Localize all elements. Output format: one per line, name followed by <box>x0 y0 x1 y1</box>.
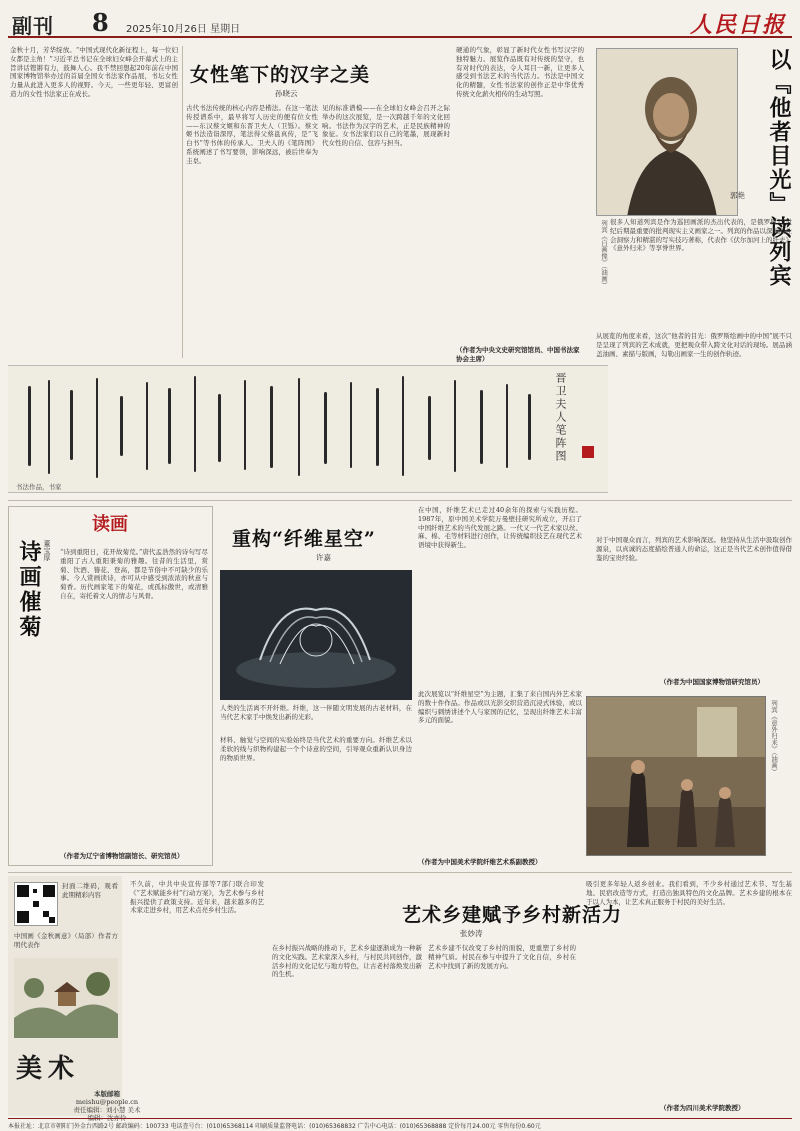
article2-col1: 材料、触觉与空间的实验始终是当代艺术的重要方向。纤维艺术以柔软的线与织物构建起一个个诗意的空间，引导观众重新认识身边的物质世界。 <box>220 736 412 762</box>
newspaper-logo: 人民日报 <box>689 12 786 38</box>
sidebar-text-mid: 从展览的角度来看，这次“他者的目光：俄罗斯绘画中的中国”展不只是呈现了列宾的艺术成就，更把观众带入跨文化对话的现场。展品涵盖油画、素描与版画，勾勒出画家一生的创作轨迹。 <box>596 332 792 358</box>
article1-col2: 古代书法传统的核心内容是楷法。在这一笔法传授谱系中，最早将写人历史的便有位女性——东汉蔡文姬和东晋卫夫人（卫铄）。蔡文姬书法造诣深厚，笔法得父蔡邕真传，是“飞白书”等书体的传承人。卫夫人的《笔阵图》系统阐述了书写要领，影响深远，被后世奉为圭臬。 <box>186 104 318 165</box>
article3-col1: 不久前，中共中央宣传部等7部门联合印发《“艺术赋能乡村”行动方案》，为艺术参与乡村振兴提供了政策支持。近年来，越来越多的艺术家走进乡村，用艺术点亮乡村生活。 <box>130 880 264 915</box>
article2-title: 重构“纤维星空” <box>232 528 376 550</box>
article3-col2: 在乡村振兴战略的推动下，艺术乡建逐渐成为一种新的文化实践。艺术家深入乡村，与村民共同创作，激活乡村的文化记忆与地方特色，让古老村落焕发出新的生机。 <box>272 944 422 979</box>
reading-tag: 读画 <box>92 514 128 535</box>
calligraphy-inscription: 晋卫夫人笔阵图 <box>554 372 567 463</box>
article2-author: 许嘉 <box>316 553 331 562</box>
footer-info: 本报社址：北京市朝阳门外金台西路2号 邮政编码：100733 电话查号台：(010)65368114 印刷质量监督电话：(010)65368832 广告中心电话：(010)65368888 定价每月24.00元 零售每份0.60元 <box>8 1118 792 1130</box>
article1-author: 孙晓云 <box>275 89 298 98</box>
fiber-art-photo <box>220 570 412 700</box>
article3-col4: 吸引更多年轻人返乡创业。我们看到，不少乡村通过艺术节、写生基地、民宿改造等方式，打造出独具特色的文化品牌。艺术乡建的根本在于以人为本，让艺术真正服务于村民的美好生活。 <box>586 880 792 906</box>
page-number: 8 <box>92 8 109 37</box>
reading-text: “诗到重阳日，花开故菊荒。”唐代孟浩然的诗句写尽重阳了古人重阳秉菊的雅趣。往昔的生活里，赏菊、饮酒、簪花、登高，都是节俗中不可缺少的乐事。今人赏画读诗，亦可从中感受到浓浓的秋意与菊香。历代画家笔下的菊花，或孤标傲世，或清雅自在，寄托着文人的情志与风骨。 <box>60 548 208 600</box>
article3-title: 艺术乡建赋予乡村新活力 <box>402 904 623 926</box>
editor-email[interactable]: meishu@people.cn <box>75 1098 139 1106</box>
article1-col4: 硬通的气象，彰显了新时代女性书写汉字的独特魅力。展览作品既有对传统的坚守，也有对时代的表达，令人耳目一新，让更多人感受到书法艺术的当代活力。书法是中国文化的精髓，女性书法家的创作正是中华优秀传统文化薪火相传的生动写照。 <box>456 46 584 98</box>
editor-names: 责任编辑：刘小慧 美术编辑：沈亦伶 <box>73 1106 141 1122</box>
column-name: 美术 <box>16 1054 81 1084</box>
article1-col1: 金秋十月，芳华绽放。“中国式现代化新征程上，每一位妇女都是主角！”习近平总书记在全球妇女峰会开幕式上的主旨讲话铿锵有力，鼓舞人心。我不禁回想起20年前在中国国家博物馆举办过的首届全国女书法家作品展，书坛女性力量从此进入更多人的视野。今天，一些更年轻、更富创造力的女性书法家正在成长。 <box>10 46 178 98</box>
section-rule-2 <box>8 872 792 873</box>
portrait-caption: 列宾《自画像》（油画） <box>600 220 608 289</box>
repin-painting <box>586 696 766 856</box>
sidebar-title: 以『他者目光』读列宾 <box>766 48 792 288</box>
seal-stamp <box>582 446 594 458</box>
sidebar-author: 郭艳 <box>730 191 745 200</box>
article1-source: （作者为中央文史研究馆馆员、中国书法家协会主席） <box>456 346 580 363</box>
article1-title: 女性笔下的汉字之美 <box>190 64 371 86</box>
painting-caption: 列宾《意外归来》（油画） <box>770 700 778 775</box>
artwork-caption: 中国画《金秋画意》（局部）作者方明代表作 <box>14 932 118 949</box>
qr-code-icon[interactable] <box>14 882 58 926</box>
reading-source: （作者为辽宁省博物馆副馆长、研究馆员） <box>60 852 184 860</box>
article3-author: 张妙涛 <box>460 929 483 938</box>
editor-mail-label: 本版邮箱 <box>94 1090 120 1098</box>
article2-col3: 此次展览以“纤维星空”为主题，汇集了来自国内外艺术家的数十件作品。作品或以光影交织营造沉浸式体验，或以编织与刺绣讲述个人与家国的记忆，呈现出纤维艺术丰富多元的面貌。 <box>418 690 582 725</box>
sidebar-text-top: 很多人知道列宾是作为巡回画派的杰出代表的，是俄罗斯19世纪后期最重要的批判现实主义画家之一。列宾的作品以深刻的社会洞察力和精湛的写实技巧著称，代表作《伏尔加河上的纤夫》《意外归来》等享誉世界。 <box>610 218 792 253</box>
article2-col2: 在中国，纤维艺术已走过40余年的探索与实践历程。1987年，原中国美术学院万曼壁挂研究所成立，开启了中国纤维艺术的当代发展之路。一代又一代艺术家以丝、麻、棉、毛等材料进行创作，让传统编织技艺在现代艺术语境中获得新生。 <box>418 506 582 550</box>
article2-source: （作者为中国美术学院纤维艺术系副教授） <box>418 858 542 866</box>
article1-col3: 见的标准谱模——在全球妇女峰会召开之际举办的这次展览，是一次跨越千年的文化回响。书法作为汉字的艺术，正是民族精神的象征。女书法家们以自己的笔墨，展现新时代女性的自信、包容与担当。 <box>322 104 450 148</box>
sidebar-source: （作者为中国国家博物馆研究馆员） <box>660 678 764 686</box>
section-rule <box>8 500 792 501</box>
landscape-painting <box>14 958 118 1038</box>
masthead <box>8 8 792 38</box>
poem-author: 董宝厚 <box>43 540 51 561</box>
column-rule <box>182 46 183 358</box>
section-label: 副刊 <box>12 14 54 38</box>
article2-photo-caption: 人类的生活离不开纤维。纤维，这一伴随文明发展的古老材料，在当代艺术家手中焕发出新的光彩。 <box>220 704 412 721</box>
article3-col3: 艺术乡建不仅改变了乡村的面貌，更重塑了乡村的精神气质。村民在参与中提升了文化自信，乡村在艺术中找到了新的发展方向。 <box>428 944 576 970</box>
repin-portrait <box>596 48 738 216</box>
issue-date: 2025年10月26日 星期日 <box>126 24 241 35</box>
poem-title: 诗画催菊 <box>16 540 42 640</box>
article3-source: （作者为四川美术学院教授） <box>660 1104 745 1112</box>
calligraphy-artwork <box>8 365 608 493</box>
qr-caption: 封面二维码，观看此期精彩内容 <box>62 882 118 899</box>
calligraphy-caption: 书法作品，书家 <box>16 483 62 491</box>
sidebar-text-bottom: 对于中国观众而言，列宾的艺术影响深远。他坚持从生活中汲取创作源泉，以真诚的态度描绘普通人的命运，这正是当代艺术创作值得借鉴的宝贵经验。 <box>596 536 792 562</box>
